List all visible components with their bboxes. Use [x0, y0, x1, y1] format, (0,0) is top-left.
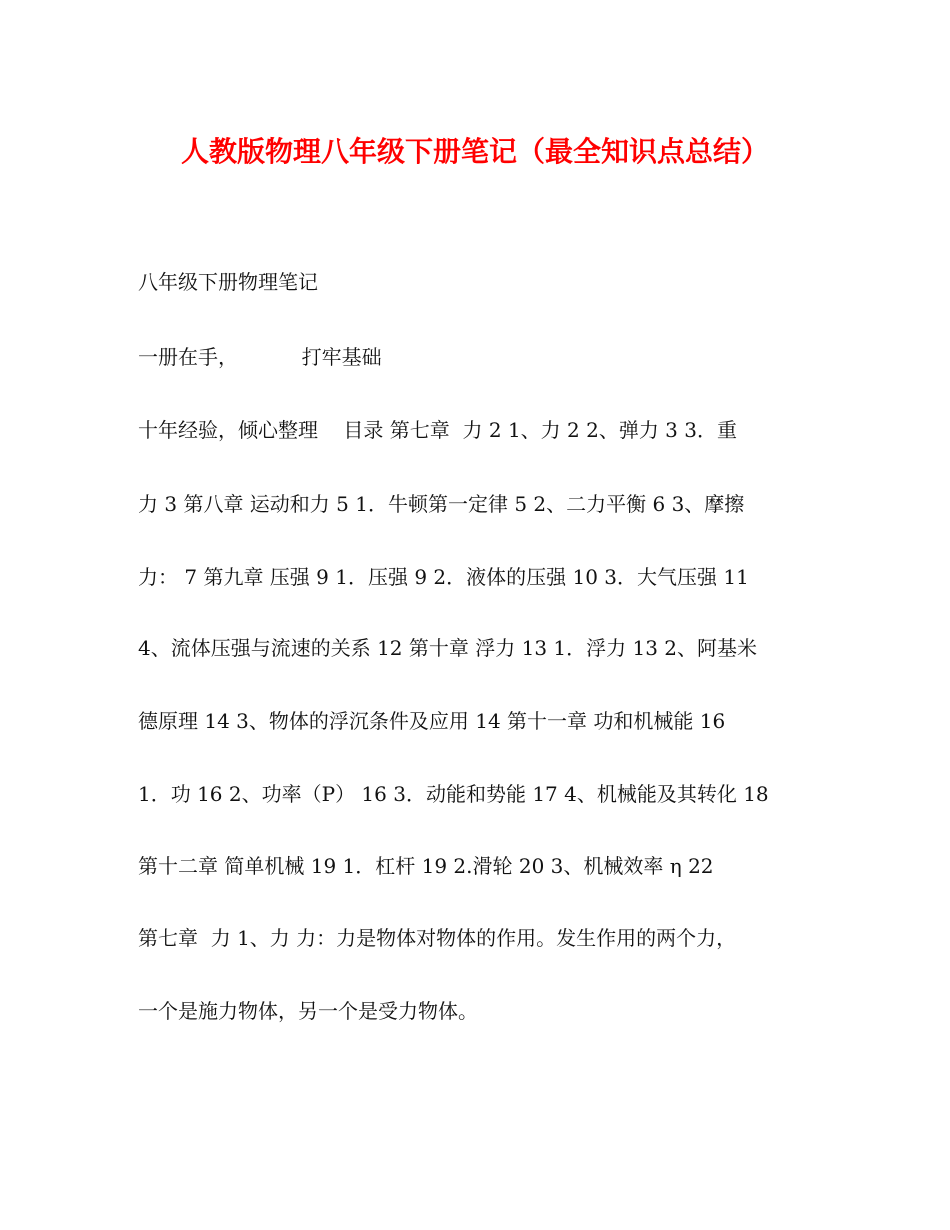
text-line-toc-2: 力 3 第八章 运动和力 5 1．牛顿第一定律 5 2、二力平衡 6 3、摩擦 [138, 492, 745, 516]
text-line-toc-3: 力： 7 第九章 压强 9 1．压强 9 2．液体的压强 10 3．大气压强 11 [138, 565, 749, 589]
text-line-slogan: 一册在手， 打牢基础 [138, 345, 382, 369]
text-line-toc-1: 十年经验，倾心整理 目录 第七章 力 2 1、力 2 2、弹力 3 3．重 [138, 418, 737, 442]
text-line-subtitle: 八年级下册物理笔记 [138, 270, 318, 294]
text-line-body-2: 一个是施力物体，另一个是受力物体。 [138, 999, 478, 1023]
text-line-toc-6: 1．功 16 2、功率（P） 16 3．动能和势能 17 4、机械能及其转化 18 [138, 782, 769, 806]
text-line-toc-5: 德原理 14 3、物体的浮沉条件及应用 14 第十一章 功和机械能 16 [138, 709, 726, 733]
document-title: 人教版物理八年级下册笔记（最全知识点总结） [180, 135, 769, 168]
text-line-toc-4: 4、流体压强与流速的关系 12 第十章 浮力 13 1．浮力 13 2、阿基米 [138, 636, 758, 660]
text-line-toc-7: 第十二章 简单机械 19 1．杠杆 19 2.滑轮 20 3、机械效率 η 22 [138, 854, 714, 878]
text-line-body-1: 第七章 力 1、力 力：力是物体对物体的作用。发生作用的两个力， [138, 926, 737, 950]
